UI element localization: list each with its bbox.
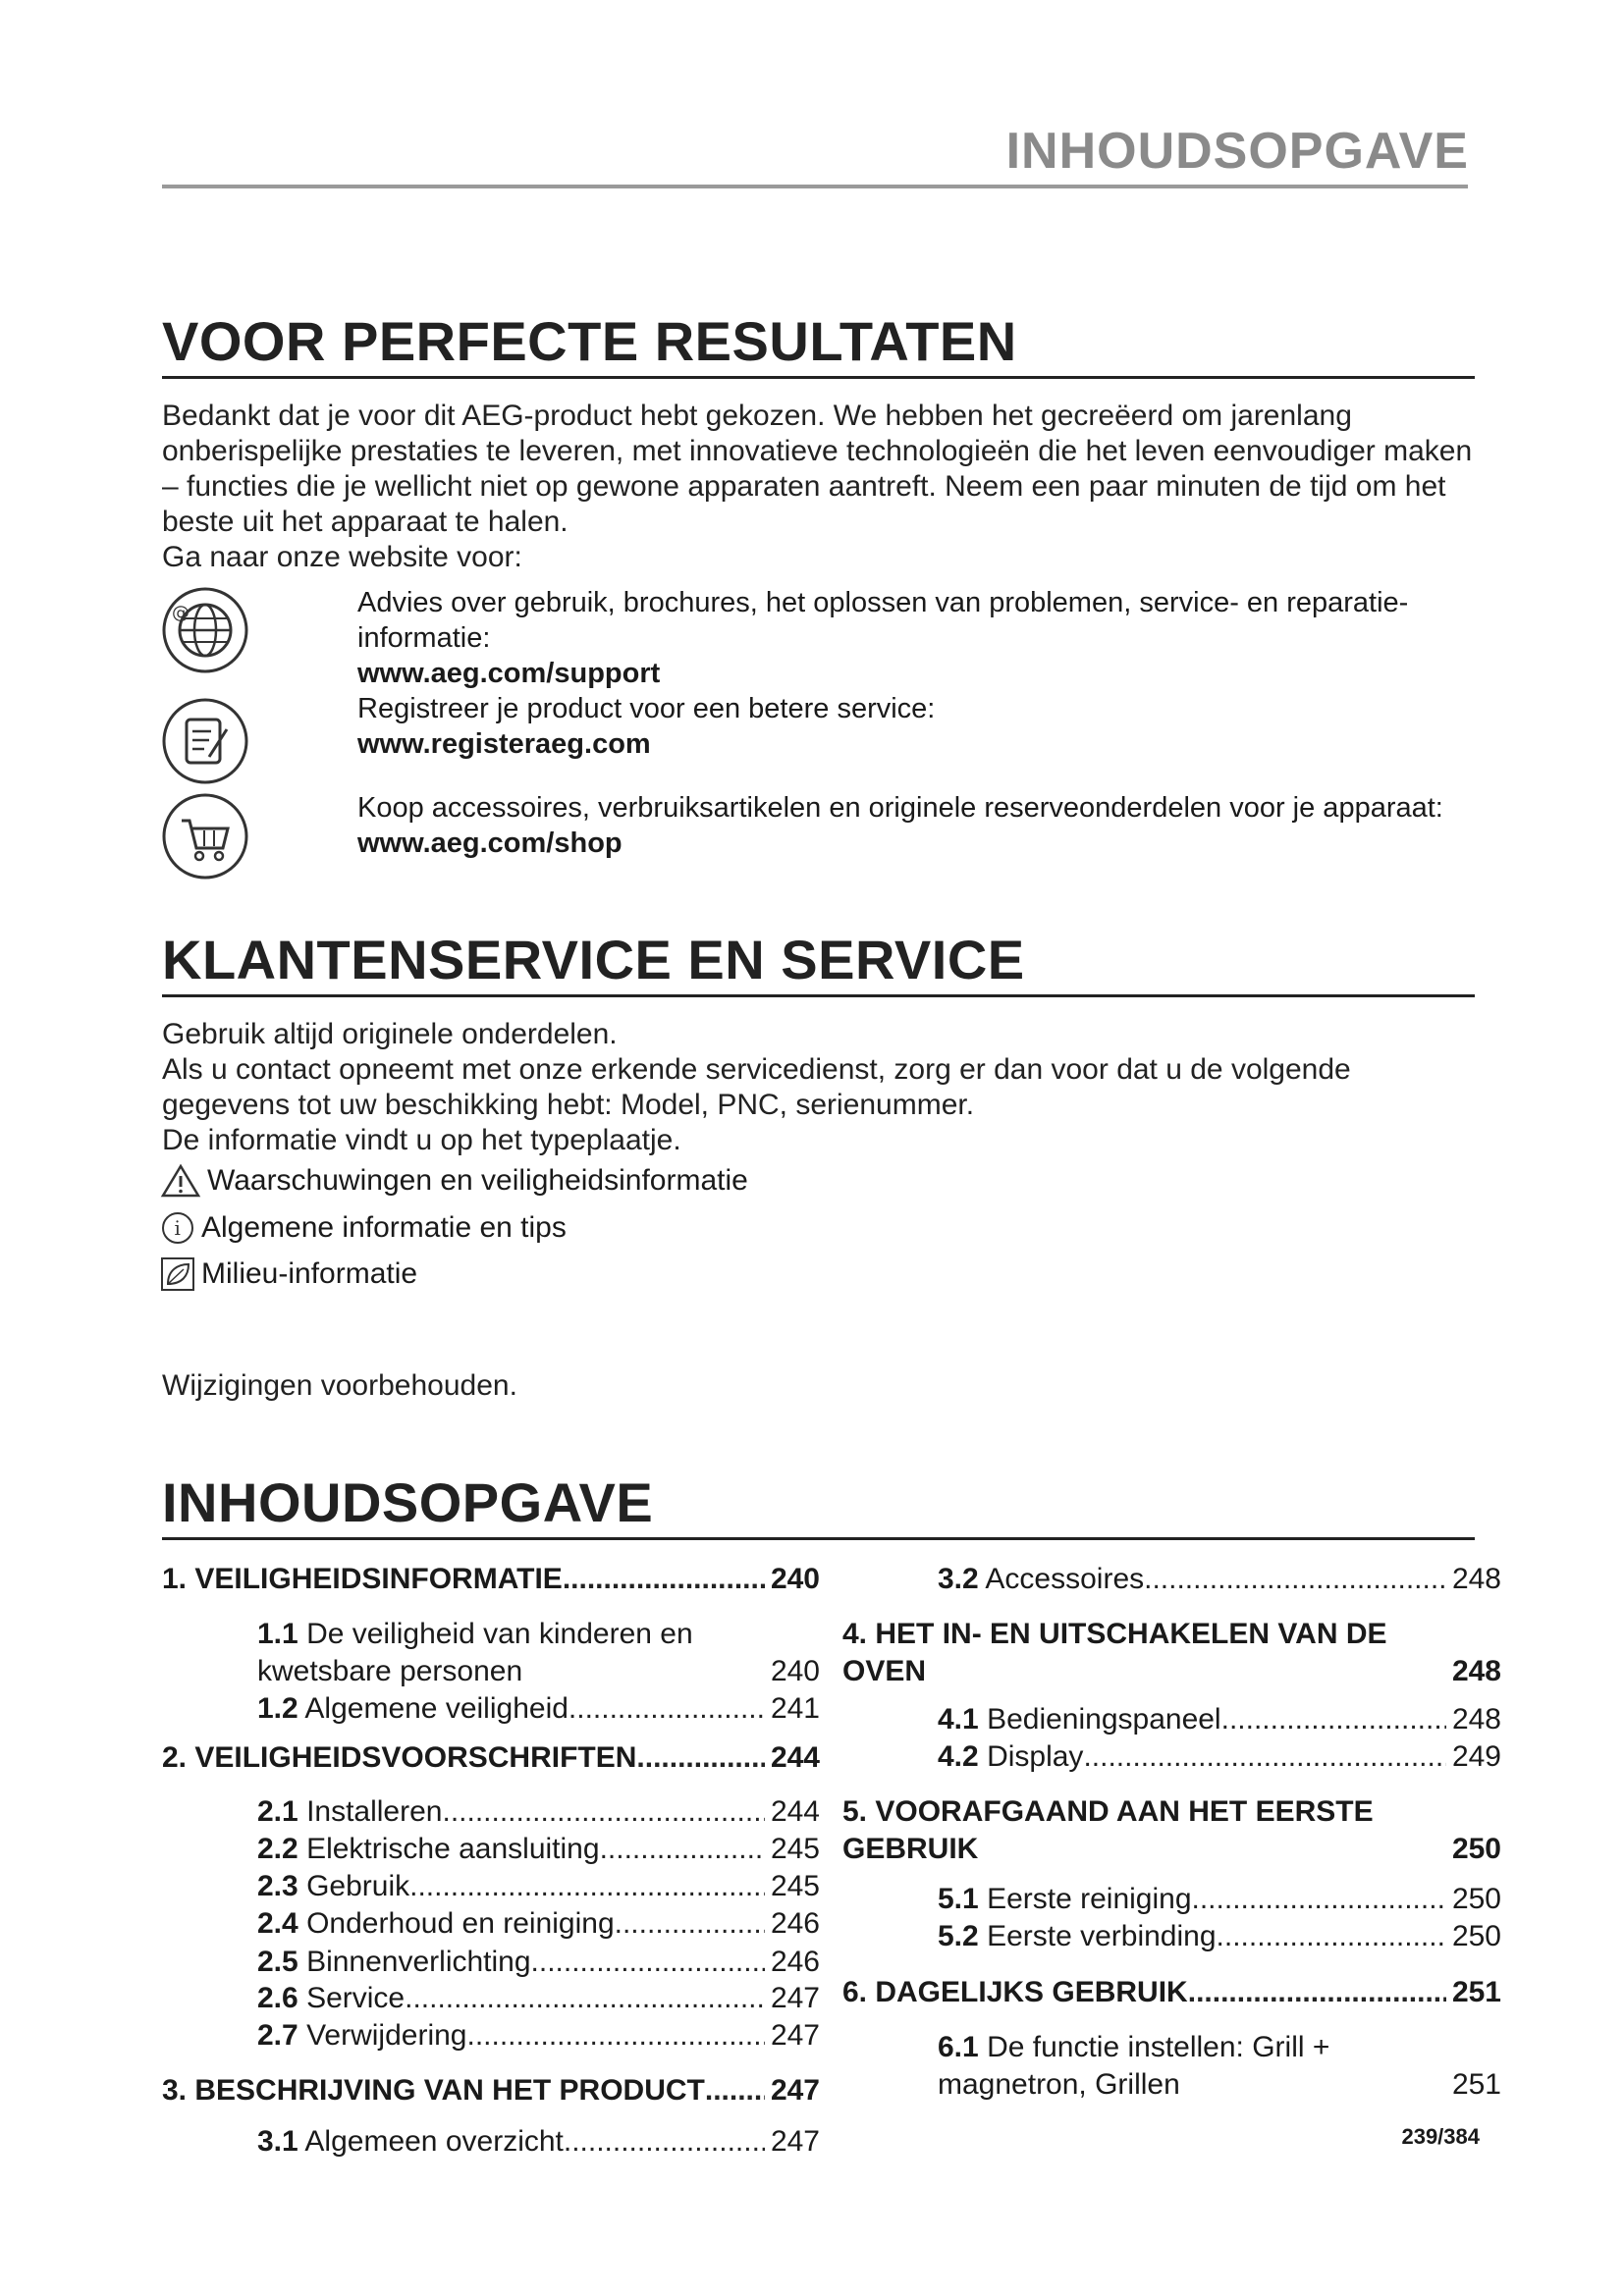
toc-entry-1-1[interactable]: 1.1 De veiligheid van kinderen en kwetsbare personen 240 <box>257 1618 820 1687</box>
toc-entry-5-1[interactable]: 5.1 Eerste reiniging ..... 250 <box>938 1881 1501 1918</box>
section-title-customer-service: KLANTENSERVICE EN SERVICE <box>162 929 1025 990</box>
toc-entry-6-1[interactable]: 6.1 De functie instellen: Grill + magnetron, Grillen 251 <box>938 2031 1501 2101</box>
running-header-title: INHOUDSOPGAVE <box>1005 123 1469 180</box>
toc-entry-4-1[interactable]: 4.1 Bedieningspaneel ..... 248 <box>938 1701 1501 1738</box>
svg-text:@: @ <box>172 603 189 623</box>
toc-entry-2-3[interactable]: 2.3 Gebruik ..... 245 <box>257 1868 820 1905</box>
legend-environment <box>160 1256 417 1292</box>
section-divider <box>162 994 1475 997</box>
toc-entry-5-2[interactable]: 5.2 Eerste verbinding ..... 250 <box>938 1918 1501 1955</box>
link-block-shop <box>357 790 1477 861</box>
service-line-2: Als u contact opneemt met onze erkende servicedienst, zorg er dan voor dat u de volgende gegevens tot uw beschikking hebt: Model, PNC, serienummer. <box>162 1053 1351 1121</box>
link-block-support <box>357 585 1477 691</box>
intro-paragraph <box>162 399 1478 575</box>
legend-info-text: Algemene informatie en tips <box>201 1211 567 1244</box>
service-paragraph <box>162 1017 1478 1158</box>
register-icon <box>160 696 250 786</box>
leaf-icon <box>160 1256 195 1292</box>
toc-entry-2[interactable]: 2. VEILIGHEIDSVOORSCHRIFTEN ..... 244 <box>162 1739 820 1777</box>
link-description: Koop accessoires, verbruiksartikelen en originele reserveonderdelen voor je apparaat: <box>357 792 1443 824</box>
globe-icon <box>160 585 250 675</box>
section-divider <box>162 1537 1475 1540</box>
link-block-register <box>357 691 1477 762</box>
info-icon <box>160 1210 195 1246</box>
toc-entry-2-2[interactable]: 2.2 Elektrische aansluiting ..... 245 <box>257 1831 820 1868</box>
toc-entry-5[interactable]: 5. VOORAFGAAND AAN HET EERSTE GEBRUIK 250 <box>842 1795 1501 1865</box>
support-link[interactable]: www.aeg.com/support <box>357 658 661 689</box>
legend-environment-text: Milieu-informatie <box>201 1257 418 1290</box>
toc-entry-4[interactable]: 4. HET IN- EN UITSCHAKELEN VAN DE OVEN 248 <box>842 1618 1501 1687</box>
register-link[interactable]: www.registeraeg.com <box>357 728 651 760</box>
toc-entry-2-5[interactable]: 2.5 Binnenverlichting ..... 246 <box>257 1944 820 1981</box>
website-prompt: Ga naar onze website voor: <box>162 541 522 573</box>
toc-entry-2-7[interactable]: 2.7 Verwijdering ..... 247 <box>257 2017 820 2055</box>
legend-info <box>160 1210 567 1246</box>
service-line-3: De informatie vindt u op het typeplaatje. <box>162 1124 681 1156</box>
toc-entry-2-4[interactable]: 2.4 Onderhoud en reiniging ..... 246 <box>257 1905 820 1943</box>
toc-entry-2-6[interactable]: 2.6 Service ..... 247 <box>257 1980 820 2017</box>
toc-entry-4-2[interactable]: 4.2 Display ..... 249 <box>938 1738 1501 1776</box>
svg-text:i: i <box>174 1216 181 1240</box>
intro-text: Bedankt dat je voor dit AEG-product hebt gekozen. We hebben het gecreëerd om jarenlang onberispelijke prestaties te leveren, met innovatieve technologieën die het leven eenvoudiger maken – functies die je wellicht niet op gewone apparaten aantreft. Neem een paar minuten de tijd om het beste uit het apparaat te halen. <box>162 400 1473 538</box>
toc-entry-6[interactable]: 6. DAGELIJKS GEBRUIK ..... 251 <box>842 1974 1501 2011</box>
link-description: Registreer je product voor een betere service: <box>357 693 936 724</box>
header-divider <box>162 185 1468 188</box>
change-notice: Wijzigingen voorbehouden. <box>162 1369 517 1402</box>
toc-entry-3[interactable]: 3. BESCHRIJVING VAN HET PRODUCT ..... 247 <box>162 2072 820 2109</box>
page-number: 239/384 <box>1401 2124 1480 2149</box>
legend-warning <box>160 1163 748 1199</box>
toc-entry-1-2[interactable]: 1.2 Algemene veiligheid ..... 241 <box>257 1690 820 1728</box>
section-divider <box>162 376 1475 379</box>
toc-title: INHOUDSOPGAVE <box>162 1471 654 1533</box>
section-title-perfect-results: VOOR PERFECTE RESULTATEN <box>162 310 1017 372</box>
service-line-1: Gebruik altijd originele onderdelen. <box>162 1018 618 1050</box>
toc-entry-3-1[interactable]: 3.1 Algemeen overzicht ..... 247 <box>257 2123 820 2161</box>
toc-entry-1[interactable]: 1. VEILIGHEIDSINFORMATIE ..... 240 <box>162 1561 820 1598</box>
link-description: Advies over gebruik, brochures, het oplossen van problemen, service- en reparatie-informatie: <box>357 587 1409 654</box>
toc-entry-3-2[interactable]: 3.2 Accessoires ..... 248 <box>938 1561 1501 1598</box>
shopping-cart-icon <box>160 791 250 881</box>
warning-icon <box>160 1163 201 1199</box>
legend-warning-text: Waarschuwingen en veiligheidsinformatie <box>207 1164 748 1197</box>
toc-entry-2-1[interactable]: 2.1 Installeren ..... 244 <box>257 1793 820 1831</box>
shop-link[interactable]: www.aeg.com/shop <box>357 828 623 859</box>
